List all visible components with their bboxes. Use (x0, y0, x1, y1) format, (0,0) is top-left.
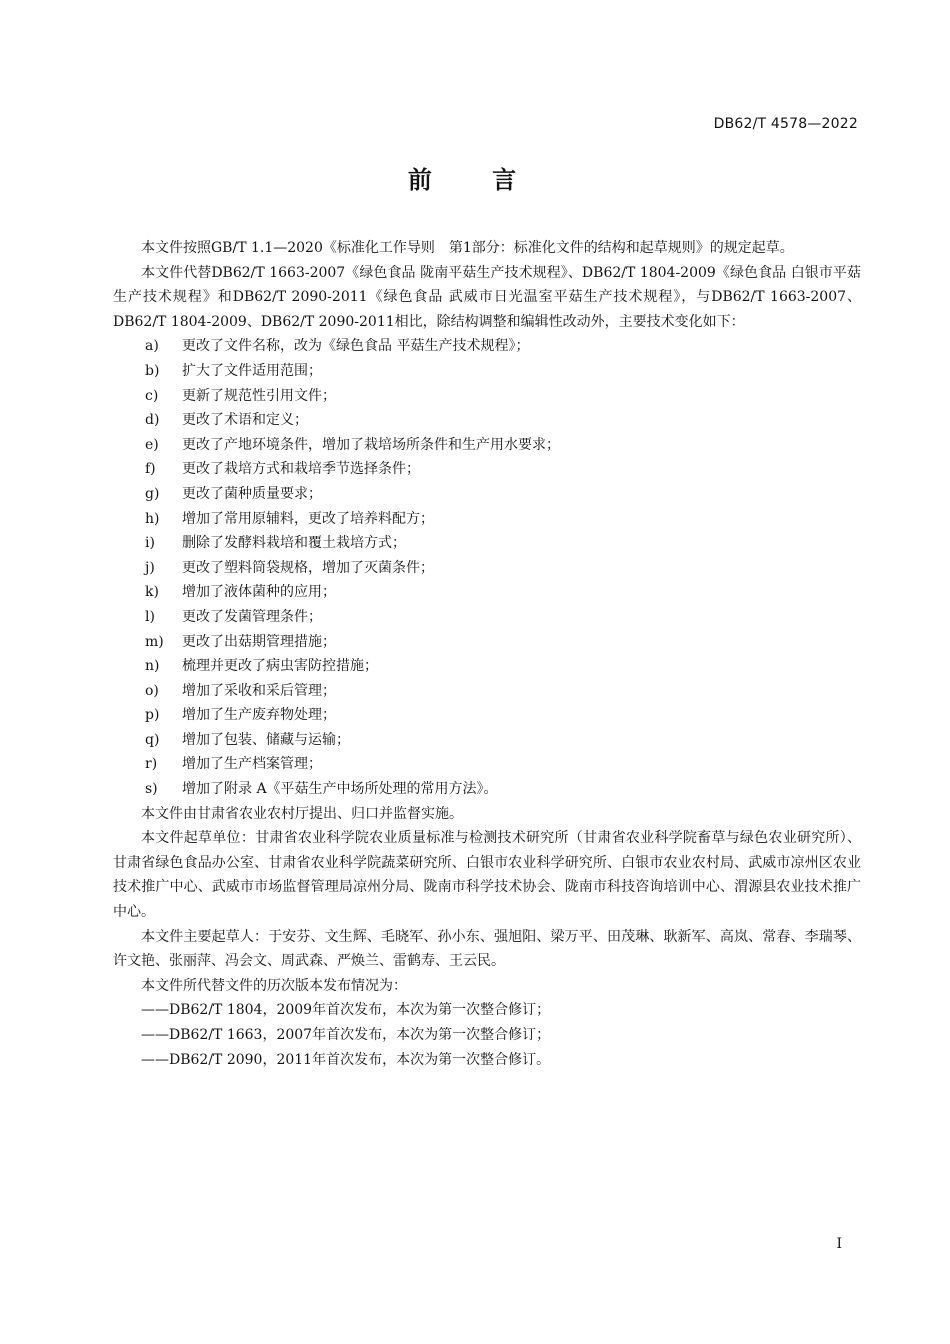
list-marker: n) (145, 658, 160, 675)
list-item (113, 507, 861, 532)
list-item (113, 679, 861, 704)
list-item-text: 更改了栽培方式和栽培季节选择条件； (182, 461, 420, 478)
list-item (113, 752, 861, 777)
list-item (113, 605, 861, 630)
list-item (113, 482, 861, 507)
history-item: ——DB62/T 2090，2011年首次发布，本次为第一次整合修订。 (141, 1051, 551, 1068)
list-marker: p) (145, 707, 160, 724)
version-history-list (113, 998, 861, 1072)
list-marker: l) (145, 608, 155, 625)
list-item (113, 728, 861, 753)
replacement-paragraph: 本文件代替DB62/T 1663-2007《绿色食品 陇南平菇生产技术规程》、DB62/T 1804-2009《绿色食品 白银市平菇生产技术规程》和DB62/T 2090-2011《绿色食品 武威市日光温室平菇生产技术规程》，与DB62/T 1663-2007、DB62/T 1804-2009、DB62/T 2090-2011相比，除结构调整和编辑性改动外，主要技术变化如下： (113, 264, 861, 330)
drafters-statement: 本文件主要起草人：于安芬、文生辉、毛晓军、孙小东、强旭阳、梁万平、田茂琳、耿新军、高岚、常春、李瑞琴、许文艳、张丽萍、冯会文、周武森、严焕兰、雷鹤寿、王云民。 (113, 928, 861, 970)
list-item-text: 增加了生产废弃物处理； (182, 707, 336, 724)
list-item-text: 增加了生产档案管理； (182, 756, 322, 773)
list-item-text: 增加了液体菌种的应用； (182, 584, 336, 601)
proposer-statement: 本文件由甘肃省农业农村厅提出、归口并监督实施。 (141, 805, 463, 822)
list-item-text: 更改了菌种质量要求； (182, 485, 322, 502)
list-item-text: 更改了塑料筒袋规格，增加了灭菌条件； (182, 559, 434, 576)
list-item (113, 777, 861, 802)
document-code: DB62/T 4578—2022 (713, 116, 858, 132)
list-marker: d) (145, 412, 160, 429)
list-item (113, 384, 861, 409)
changes-list (113, 334, 861, 801)
list-marker: f) (145, 461, 156, 478)
list-item (113, 359, 861, 384)
list-item (113, 408, 861, 433)
list-item-text: 删除了发酵料栽培和覆土栽培方式； (182, 535, 406, 552)
list-item (113, 457, 861, 482)
list-item-text: 更改了术语和定义； (182, 412, 308, 429)
list-marker: c) (145, 387, 159, 404)
list-marker: r) (145, 756, 158, 773)
list-item (113, 630, 861, 655)
list-marker: g) (145, 485, 160, 502)
list-item-text: 更新了规范性引用文件； (182, 387, 336, 404)
list-item (113, 556, 861, 581)
list-marker: q) (145, 731, 160, 748)
drafting-rules-paragraph: 本文件按照GB/T 1.1—2020《标准化工作导则 第1部分：标准化文件的结构和起草规则》的规定起草。 (141, 240, 794, 256)
page-number: I (836, 1236, 842, 1252)
list-item (113, 580, 861, 605)
list-marker: m) (145, 633, 164, 650)
list-item-text: 更改了发菌管理条件； (182, 608, 322, 625)
list-marker: i) (145, 535, 155, 552)
list-marker: k) (145, 584, 159, 601)
list-marker: a) (145, 338, 159, 355)
list-item (113, 531, 861, 556)
list-item-text: 更改了产地环境条件，增加了栽培场所条件和生产用水要求； (182, 436, 560, 453)
list-item (113, 433, 861, 458)
list-item-text: 更改了出菇期管理措施； (182, 633, 336, 650)
list-marker: o) (145, 682, 159, 699)
list-item-text: 增加了包装、储藏与运输； (182, 731, 350, 748)
history-item: ——DB62/T 1804，2009年首次发布，本次为第一次整合修订； (141, 1002, 551, 1019)
history-intro: 本文件所代替文件的历次版本发布情况为： (141, 977, 407, 994)
list-item (113, 654, 861, 679)
list-marker: h) (145, 510, 160, 527)
foreword-body (113, 236, 861, 1072)
list-item (113, 703, 861, 728)
list-marker: b) (145, 362, 160, 379)
list-marker: j) (145, 559, 155, 576)
list-item (113, 334, 861, 359)
list-item-text: 增加了采收和采后管理； (182, 682, 336, 699)
page-title: 前 言 (407, 166, 543, 194)
list-item-text: 更改了文件名称，改为《绿色食品 平菇生产技术规程》； (182, 338, 530, 355)
list-marker: e) (145, 436, 159, 453)
list-marker: s) (145, 781, 158, 798)
list-item-text: 扩大了文件适用范围； (182, 362, 322, 379)
drafting-units-statement: 本文件起草单位：甘肃省农业科学院农业质量标准与检测技术研究所（甘肃省农业科学院畜草与绿色农业研究所）、甘肃省绿色食品办公室、甘肃省农业科学院蔬菜研究所、白银市农业科学研究所、白银市农业农村局、武威市凉州区农业技术推广中心、武威市市场监督管理局凉州分局、陇南市科学技术协会、陇南市科技咨询培训中心、渭源县农业技术推广中心。 (113, 830, 861, 921)
list-item-text: 梳理并更改了病虫害防控措施； (182, 658, 378, 675)
history-item: ——DB62/T 1663，2007年首次发布，本次为第一次整合修订； (141, 1027, 551, 1043)
list-item-text: 增加了附录 A《平菇生产中场所处理的常用方法》。 (182, 781, 498, 798)
list-item-text: 增加了常用原辅料，更改了培养料配方； (182, 510, 434, 527)
